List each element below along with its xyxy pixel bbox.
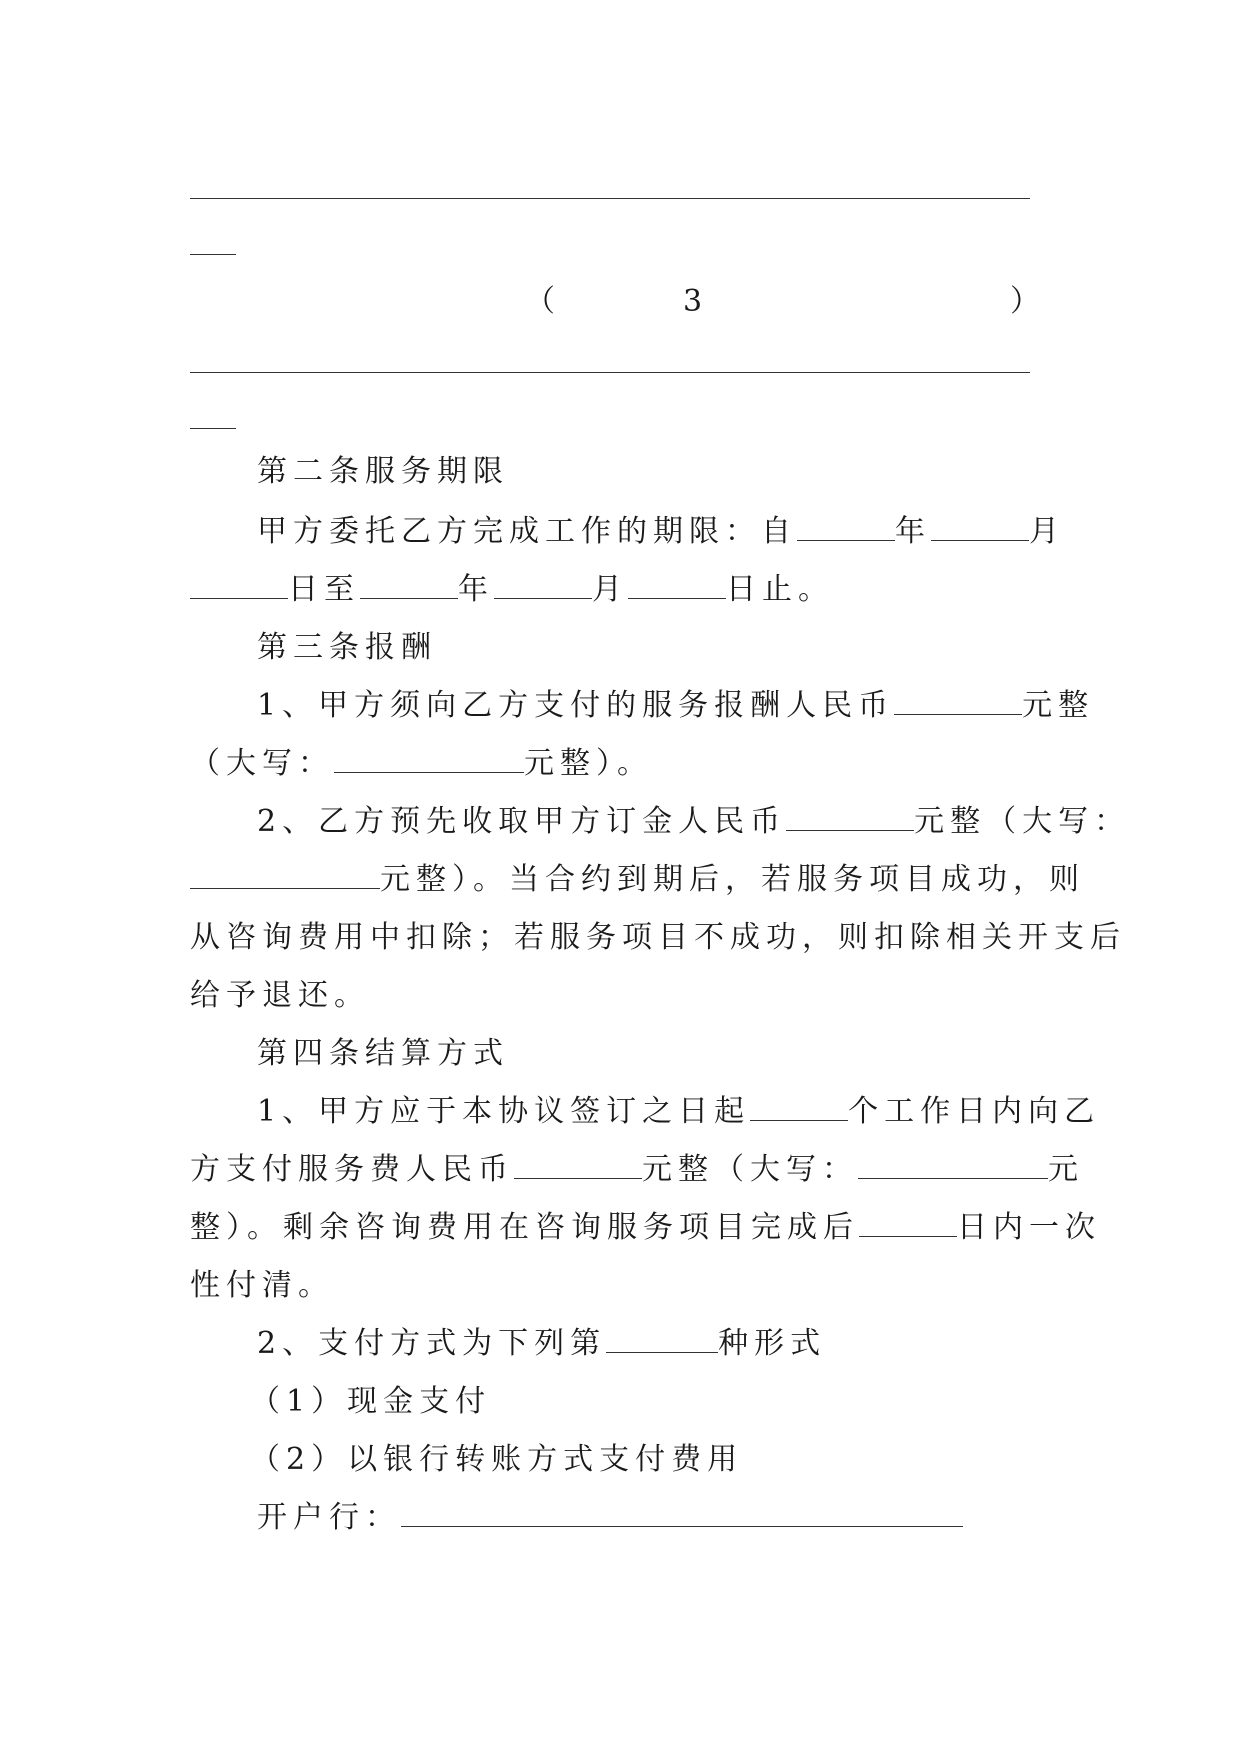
article-3-clause-2-line-2 [190, 860, 1085, 900]
text: 元整）。 [524, 746, 653, 781]
article-4-clause-1-line-1 [257, 1092, 1117, 1132]
blank-rule [190, 372, 1030, 373]
year-blank [797, 512, 895, 541]
month-blank [931, 512, 1029, 541]
text: 2、乙方预先收取甲方订金人民币 [257, 804, 787, 839]
article-4-clause-1-line-2 [190, 1150, 1084, 1190]
text: 年 [458, 572, 494, 607]
month-blank [494, 570, 592, 599]
amount-blank [894, 686, 1022, 715]
text: 整）。剩余咨询费用在咨询服务项目完成后 [190, 1210, 859, 1245]
text: 日内一次 [957, 1210, 1101, 1245]
text: 个工作日内向乙 [848, 1094, 1101, 1129]
fee-words-blank [858, 1150, 1048, 1179]
blank-rule-tail [190, 428, 236, 429]
article-2-line-1 [257, 512, 1117, 552]
article-4-clause-1-line-3 [190, 1208, 1101, 1248]
article-3-clause-1-line-2 [190, 744, 1050, 784]
option-blank [606, 1324, 718, 1353]
item-number: 3 [683, 284, 703, 319]
text: 元整（大写： [642, 1152, 858, 1187]
day-blank [190, 570, 288, 599]
deposit-blank [786, 802, 914, 831]
article-3-clause-2-line-3: 从咨询费用中扣除；若服务项目不成功，则扣除相关开支后 [190, 920, 1126, 955]
article-3-clause-2-line-4: 给予退还。 [190, 978, 370, 1013]
day-blank [628, 570, 726, 599]
bank-label: 开户行： [257, 1500, 401, 1535]
article-2-line-2 [190, 570, 1050, 610]
days-blank [859, 1208, 957, 1237]
text: 日至 [288, 572, 360, 607]
text: 月 [1029, 514, 1065, 549]
days-blank [750, 1092, 848, 1121]
year-blank [360, 570, 458, 599]
article-4-clause-2 [257, 1324, 1117, 1364]
article-2-title: 第二条服务期限 [257, 454, 509, 489]
text: 甲方委托乙方完成工作的期限：自 [257, 514, 797, 549]
text: 元整）。当合约到期后，若服务项目成功，则 [380, 862, 1085, 897]
item-open-paren: （ [525, 284, 555, 319]
text: 日止。 [726, 572, 834, 607]
text: 1、甲方须向乙方支付的服务报酬人民币 [257, 688, 895, 723]
blank-rule-tail [190, 254, 236, 255]
payment-option-2: （2）以银行转账方式支付费用 [250, 1442, 744, 1477]
article-4-clause-1-line-4: 性付清。 [190, 1268, 334, 1303]
text: 元整 [1022, 688, 1095, 723]
payment-option-1: （1）现金支付 [250, 1384, 492, 1419]
text: （大写： [190, 746, 334, 781]
article-3-title: 第三条报酬 [257, 630, 437, 665]
bank-blank [401, 1498, 963, 1527]
deposit-words-blank [190, 860, 380, 889]
text: 元 [1048, 1152, 1084, 1187]
blank-rule [190, 198, 1030, 199]
text: 1、甲方应于本协议签订之日起 [257, 1094, 751, 1129]
text: 元整（大写： [914, 804, 1131, 839]
text: 种形式 [718, 1326, 827, 1361]
article-4-title: 第四条结算方式 [257, 1036, 509, 1071]
text: 月 [592, 572, 628, 607]
item-close-paren: ） [1010, 284, 1040, 319]
bank-line [257, 1498, 1117, 1538]
text: 年 [895, 514, 931, 549]
article-3-clause-2-line-1 [257, 802, 1131, 842]
text: 方支付服务费人民币 [190, 1152, 514, 1187]
amount-words-blank [334, 744, 524, 773]
text: 2、支付方式为下列第 [257, 1326, 607, 1361]
fee-blank [514, 1150, 642, 1179]
article-3-clause-1-line-1 [257, 686, 1117, 726]
